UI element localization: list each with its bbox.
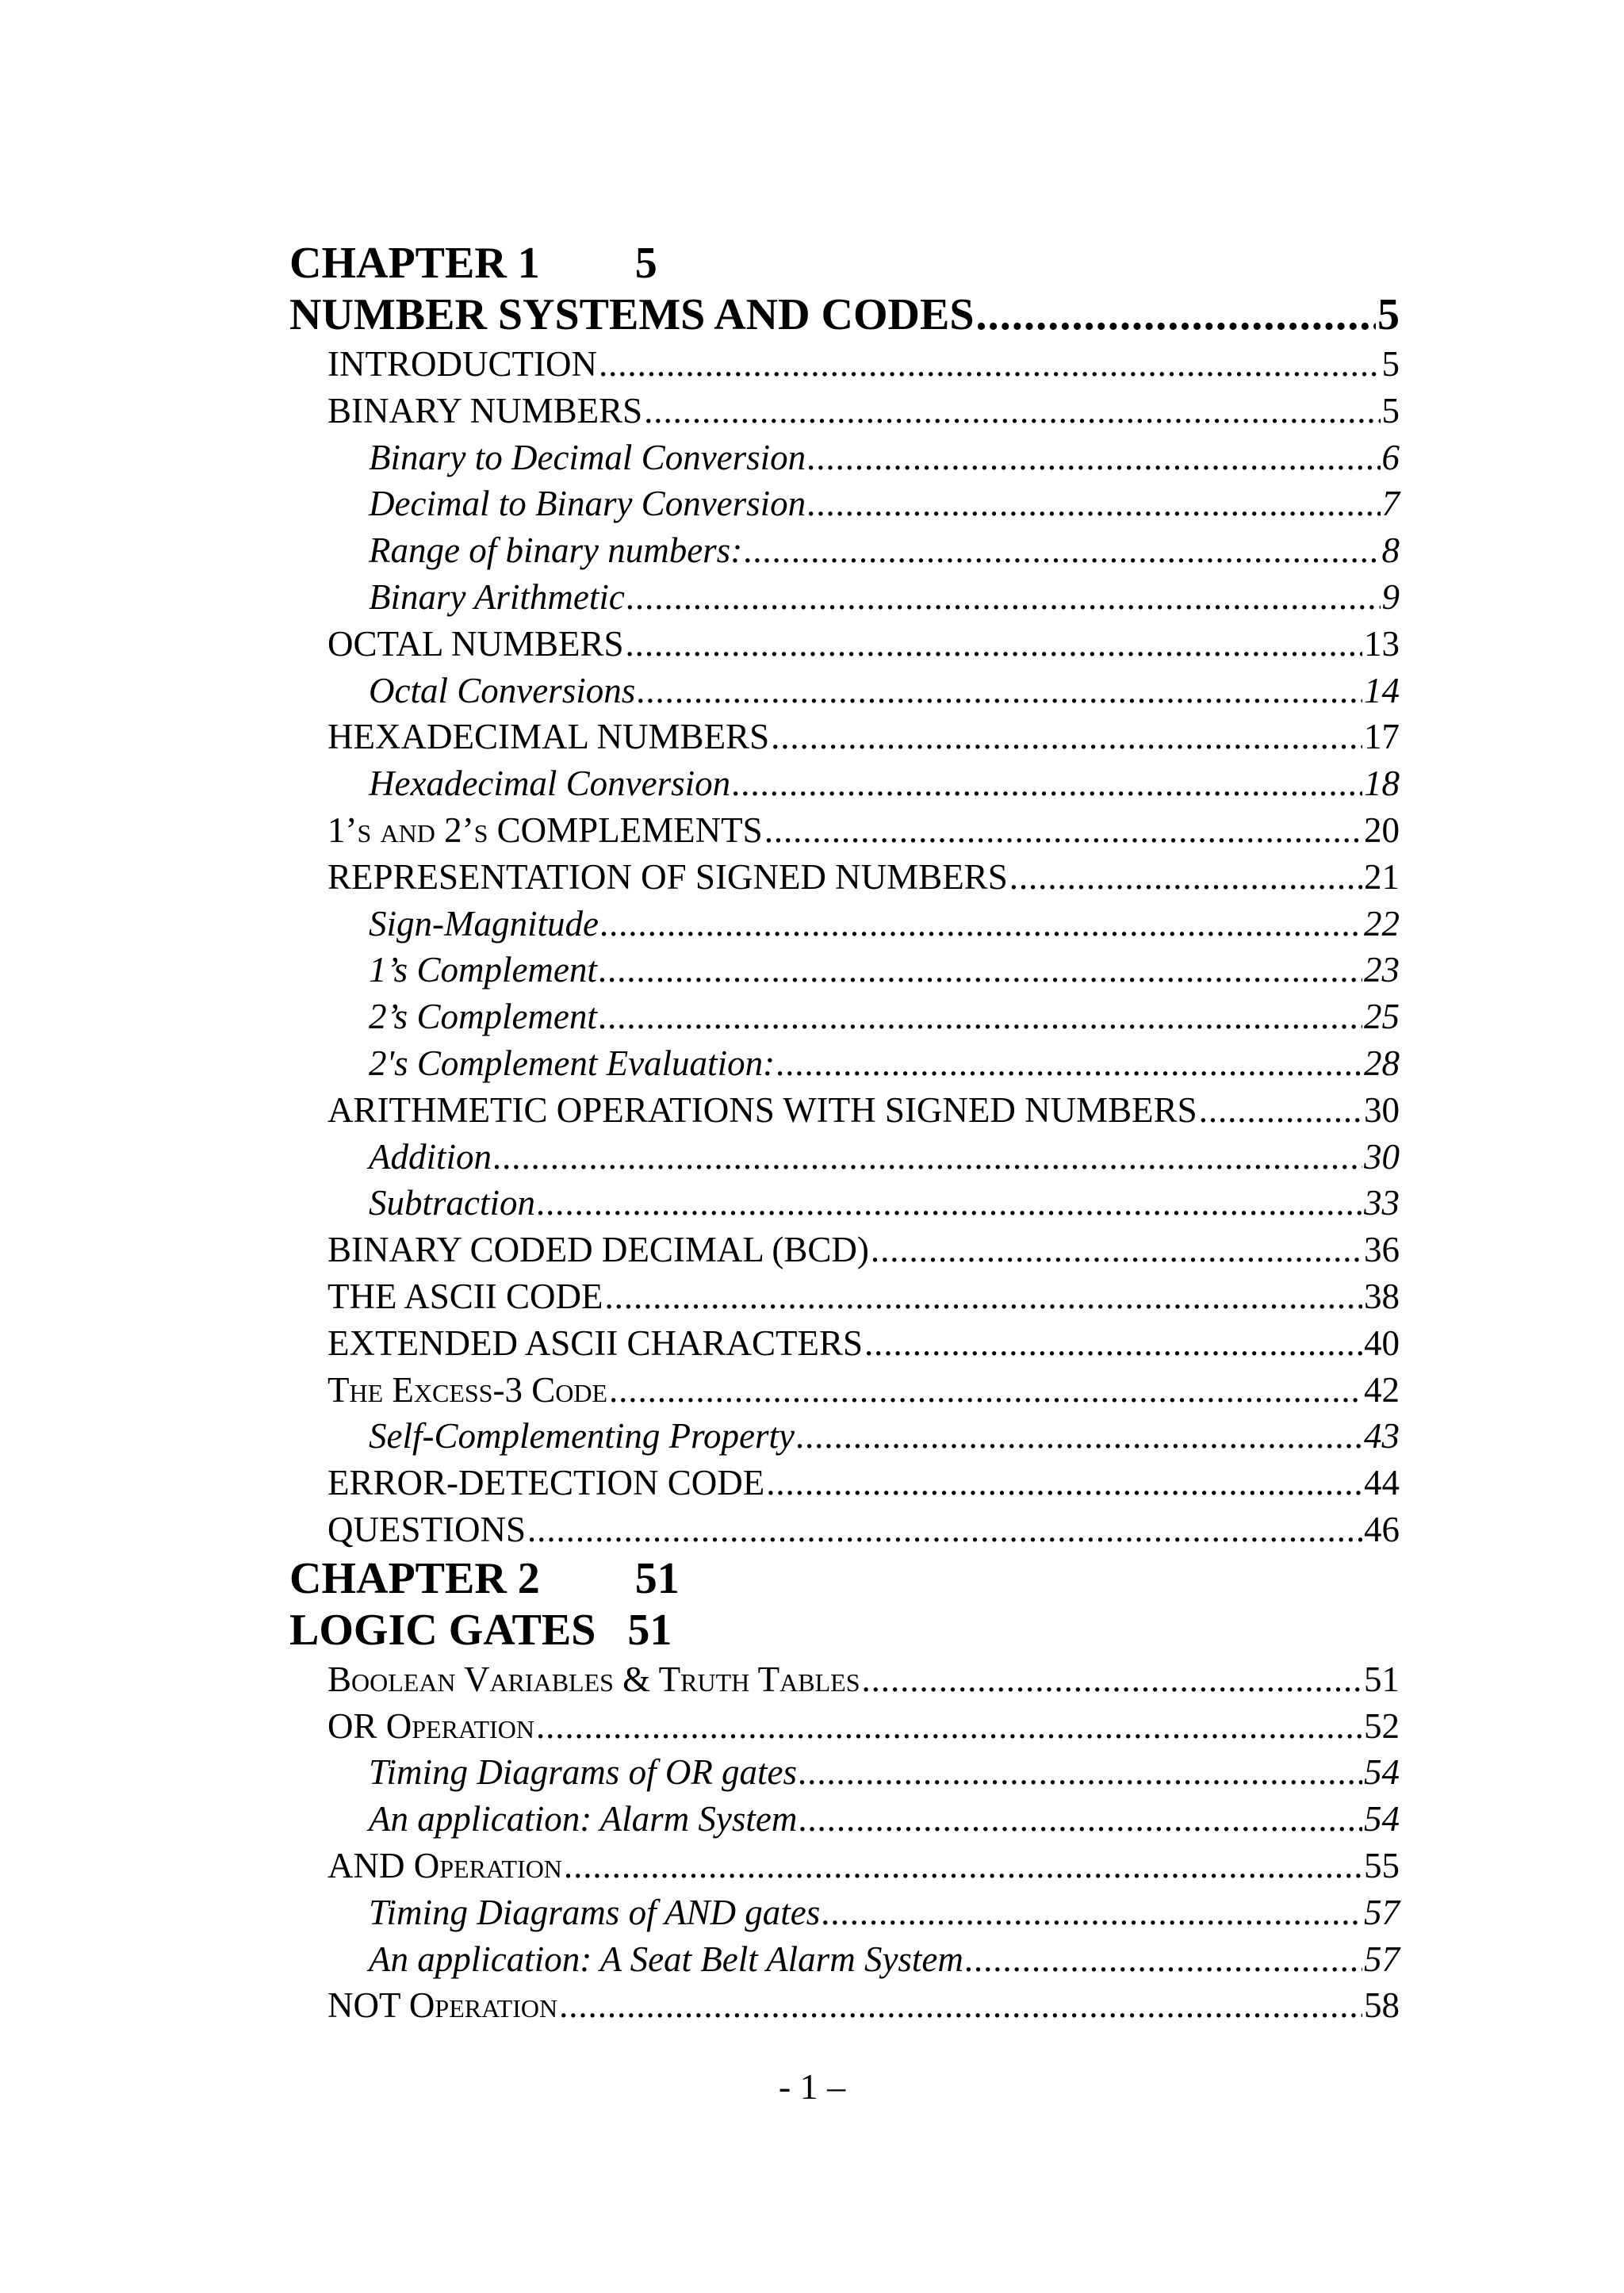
entry-page: 36	[1364, 1230, 1400, 1270]
entry-page: 14	[1364, 670, 1400, 710]
dot-leader	[537, 1180, 1362, 1227]
entry-text: QUESTIONS	[327, 1509, 527, 1549]
toc-entry[interactable]	[289, 1843, 1400, 1889]
dot-leader	[864, 1320, 1362, 1367]
entry-page: 40	[1364, 1323, 1400, 1363]
toc-entry[interactable]	[289, 480, 1400, 527]
toc-entry[interactable]	[289, 1040, 1400, 1087]
dot-leader	[764, 807, 1362, 854]
entry-page: 30	[1364, 1089, 1400, 1130]
dot-leader	[976, 289, 1377, 341]
entry-text: 2's Complement Evaluation:	[369, 1043, 776, 1083]
dot-leader	[807, 480, 1380, 527]
dot-leader	[559, 1982, 1362, 2029]
entry-page: 6	[1381, 437, 1400, 477]
dot-leader	[1009, 854, 1362, 901]
entry-text: Binary Arithmetic	[369, 576, 625, 617]
dot-leader	[599, 993, 1362, 1040]
toc-entry[interactable]	[289, 388, 1400, 434]
entry-page: 54	[1364, 1752, 1400, 1793]
entry-page: 58	[1364, 1985, 1400, 2026]
entry-text: Binary to Decimal Conversion	[369, 437, 806, 477]
dot-leader	[1199, 1087, 1362, 1134]
entry-page: 57	[1364, 1892, 1400, 1932]
toc-entry[interactable]	[289, 1506, 1400, 1553]
entry-page: 25	[1364, 997, 1400, 1037]
chapter-title-entry[interactable]	[289, 289, 1400, 341]
chapter-title: NUMBER SYSTEMS AND CODES	[289, 290, 975, 339]
entry-text: 1’s Complement	[369, 950, 597, 990]
toc-entry[interactable]	[289, 854, 1400, 901]
toc-entry[interactable]	[289, 574, 1400, 621]
table-of-contents	[289, 238, 1400, 2029]
chapter-label: CHAPTER 2	[289, 1553, 540, 1603]
dot-leader	[776, 1040, 1362, 1087]
entry-text: Range of binary numbers:	[369, 530, 743, 571]
toc-entry[interactable]	[289, 1320, 1400, 1367]
dot-leader	[771, 714, 1362, 760]
entry-page: 55	[1364, 1845, 1400, 1885]
chapter-page: 51	[634, 1553, 680, 1603]
entry-text: BINARY NUMBERS	[327, 390, 643, 431]
entry-text: THE ASCII CODE	[327, 1276, 603, 1316]
entry-text: Octal Conversions	[369, 670, 636, 710]
dot-leader	[796, 1413, 1362, 1460]
dot-leader	[527, 1506, 1362, 1553]
entry-page: 33	[1364, 1183, 1400, 1223]
chapter-heading	[289, 238, 1400, 289]
dot-leader	[807, 434, 1380, 481]
toc-entry[interactable]	[289, 1982, 1400, 2029]
dot-leader	[599, 341, 1381, 388]
entry-page: 23	[1364, 950, 1400, 990]
chapter-title-page: 51	[627, 1605, 672, 1655]
entry-page: 46	[1364, 1509, 1400, 1549]
entry-text: An application: A Seat Belt Alarm System	[369, 1939, 963, 1979]
entry-text: EXTENDED ASCII CHARACTERS	[327, 1323, 864, 1363]
entry-page: 44	[1364, 1463, 1400, 1503]
dot-leader	[605, 1273, 1363, 1320]
toc-entry[interactable]	[289, 1367, 1400, 1414]
dot-leader	[766, 1460, 1362, 1506]
entry-page: 7	[1381, 484, 1400, 524]
toc-entry[interactable]	[289, 341, 1400, 388]
entry-page: 20	[1364, 810, 1400, 850]
toc-entry[interactable]	[289, 1460, 1400, 1506]
toc-entry[interactable]	[289, 434, 1400, 481]
entry-page: 51	[1364, 1659, 1400, 1699]
page-number: - 1 –	[778, 2066, 846, 2107]
chapter-title-page: 5	[1377, 290, 1400, 339]
toc-entry[interactable]	[289, 993, 1400, 1040]
entry-page: 5	[1381, 390, 1400, 431]
chapter-title: LOGIC GATES	[289, 1605, 596, 1655]
toc-entry[interactable]	[289, 527, 1400, 574]
entry-text: Timing Diagrams of OR gates	[369, 1752, 798, 1793]
toc-entry[interactable]	[289, 1703, 1400, 1750]
toc-entry[interactable]	[289, 947, 1400, 993]
toc-entry[interactable]	[289, 1749, 1400, 1796]
entry-page: 28	[1364, 1043, 1400, 1083]
dot-leader	[965, 1936, 1362, 1983]
chapter-page: 5	[634, 239, 657, 288]
toc-entry[interactable]	[289, 714, 1400, 760]
entry-page: 22	[1364, 903, 1400, 944]
toc-entry[interactable]	[289, 760, 1400, 807]
dot-leader	[862, 1656, 1363, 1703]
entry-text: An application: Alarm System	[369, 1799, 798, 1839]
toc-entry[interactable]	[289, 1273, 1400, 1320]
entry-page: 13	[1364, 623, 1400, 664]
entry-text: INTRODUCTION	[327, 344, 597, 384]
entry-page: 17	[1364, 717, 1400, 757]
entry-page: 8	[1381, 530, 1400, 571]
entry-page: 18	[1364, 764, 1400, 804]
dot-leader	[599, 947, 1362, 993]
dot-leader	[799, 1749, 1362, 1796]
entry-text: The Excess-3 Code	[327, 1369, 607, 1410]
entry-page: 54	[1364, 1799, 1400, 1839]
entry-page: 57	[1364, 1939, 1400, 1979]
entry-page: 43	[1364, 1416, 1400, 1457]
entry-text: Sign-Magnitude	[369, 903, 599, 944]
entry-text: Subtraction	[369, 1183, 535, 1223]
chapter-label: CHAPTER 1	[289, 239, 540, 288]
dot-leader	[564, 1843, 1362, 1889]
dot-leader	[822, 1889, 1362, 1936]
toc-entry[interactable]	[289, 1936, 1400, 1983]
entry-text: 1’s and 2’s COMPLEMENTS	[327, 810, 763, 850]
dot-leader	[609, 1367, 1362, 1414]
dot-leader	[626, 574, 1381, 621]
entry-text: REPRESENTATION OF SIGNED NUMBERS	[327, 856, 1008, 897]
dot-leader	[644, 388, 1380, 434]
entry-text: Addition	[369, 1136, 492, 1177]
chapter-title-entry[interactable]	[289, 1605, 1400, 1656]
entry-text: Self-Complementing Property	[369, 1416, 795, 1457]
entry-page: 42	[1364, 1369, 1400, 1410]
toc-entry[interactable]	[289, 1087, 1400, 1134]
toc-entry[interactable]	[289, 901, 1400, 947]
entry-text: Decimal to Binary Conversion	[369, 484, 806, 524]
dot-leader	[732, 760, 1362, 807]
dot-leader	[871, 1227, 1362, 1273]
toc-entry[interactable]	[289, 621, 1400, 668]
dot-leader	[744, 527, 1380, 574]
toc-entry[interactable]	[289, 1180, 1400, 1227]
entry-text: ARITHMETIC OPERATIONS WITH SIGNED NUMBERS	[327, 1089, 1197, 1130]
toc-entry[interactable]	[289, 1134, 1400, 1181]
entry-page: 30	[1364, 1136, 1400, 1177]
chapter-heading	[289, 1553, 1400, 1605]
toc-entry[interactable]	[289, 668, 1400, 714]
entry-page: 52	[1364, 1705, 1400, 1746]
dot-leader	[637, 668, 1362, 714]
dot-leader	[799, 1796, 1362, 1843]
toc-entry[interactable]	[289, 1796, 1400, 1843]
entry-page: 38	[1364, 1276, 1400, 1316]
entry-text: NOT Operation	[327, 1985, 558, 2026]
toc-entry[interactable]	[289, 1656, 1400, 1703]
toc-entry[interactable]	[289, 807, 1400, 854]
toc-entry[interactable]	[289, 1413, 1400, 1460]
entry-page: 5	[1381, 344, 1400, 384]
entry-text: HEXADECIMAL NUMBERS	[327, 717, 770, 757]
entry-text: OR Operation	[327, 1705, 534, 1746]
entry-text: AND Operation	[327, 1845, 562, 1885]
entry-page: 9	[1381, 576, 1400, 617]
entry-text: Timing Diagrams of AND gates	[369, 1892, 821, 1932]
entry-page: 21	[1364, 856, 1400, 897]
dot-leader	[536, 1703, 1362, 1750]
entry-text: ERROR-DETECTION CODE	[327, 1463, 765, 1503]
dot-leader	[600, 901, 1362, 947]
entry-text: OCTAL NUMBERS	[327, 623, 624, 664]
entry-text: Boolean Variables & Truth Tables	[327, 1659, 860, 1699]
dot-leader	[493, 1134, 1362, 1181]
entry-text: BINARY CODED DECIMAL (BCD)	[327, 1230, 869, 1270]
toc-entry[interactable]	[289, 1227, 1400, 1273]
entry-text: Hexadecimal Conversion	[369, 764, 731, 804]
toc-entry[interactable]	[289, 1889, 1400, 1936]
dot-leader	[626, 621, 1362, 668]
entry-text: 2’s Complement	[369, 997, 597, 1037]
